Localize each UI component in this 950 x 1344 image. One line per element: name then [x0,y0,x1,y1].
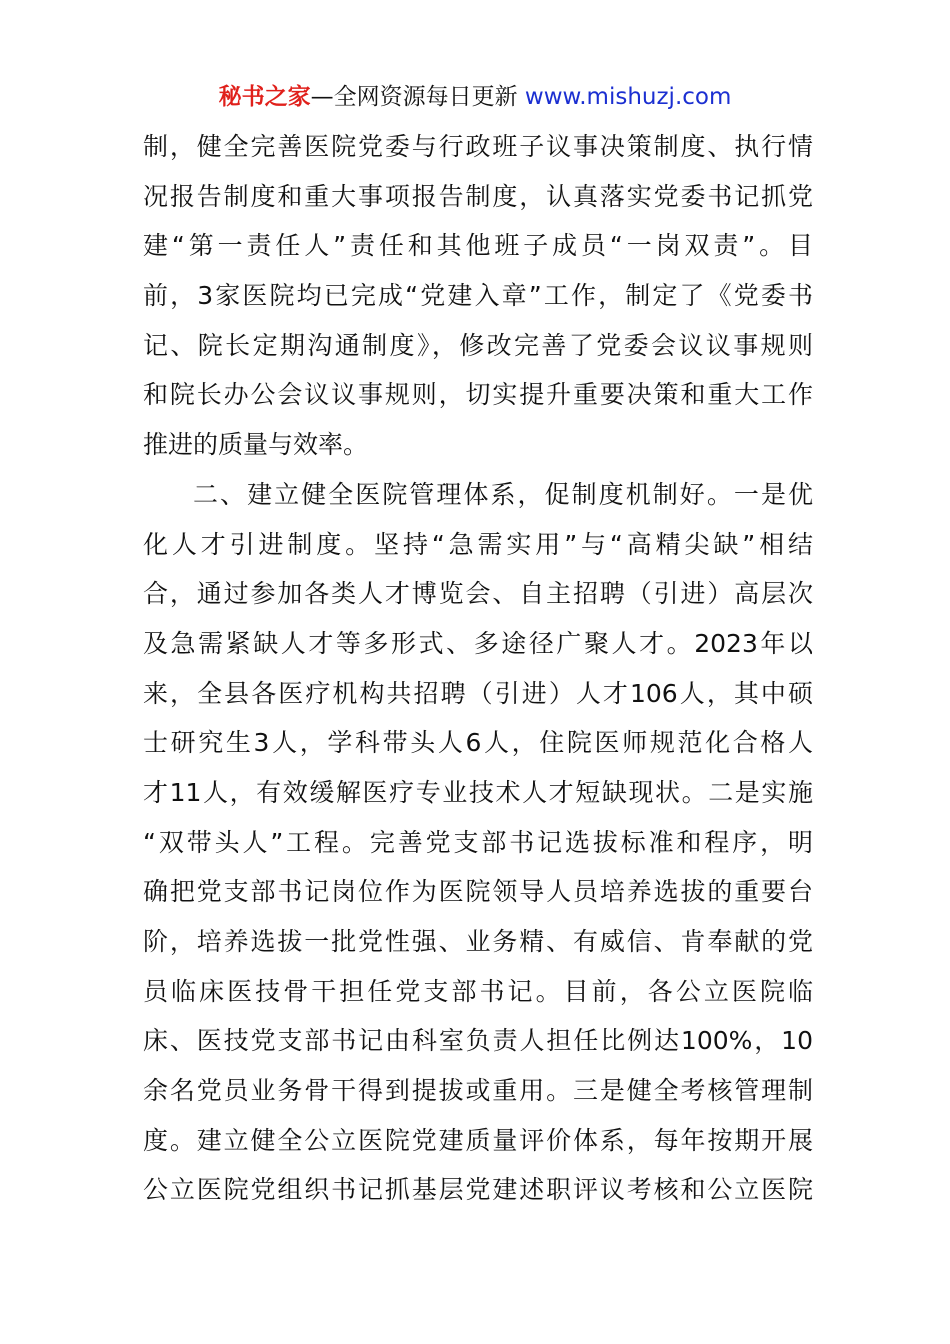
text-line: 况报告制度和重大事项报告制度，认真落实党委书记抓党 [143,181,813,211]
text-line: 才11人，有效缓解医疗专业技术人才短缺现状。二是实施 [143,777,813,807]
text-line: 和院长办公会议议事规则，切实提升重要决策和重大工作 [143,380,813,410]
text-line: 记、院长定期沟通制度》，修改完善了党委会议议事规则 [143,330,813,360]
paragraph-1 [143,122,813,470]
text-line: 建“第一责任人”责任和其他班子成员“一岗双责”。目 [143,231,813,261]
text-line: “双带头人”工程。完善党支部书记选拔标准和程序，明 [143,827,813,857]
text-line: 床、医技党支部书记由科室负责人担任比例达100%，10 [143,1026,813,1056]
text-line: 余名党员业务骨干得到提拔或重用。三是健全考核管理制 [143,1076,813,1106]
header-slogan: —全网资源每日更新 [310,84,525,110]
text-line: 合，通过参加各类人才博览会、自主招聘（引进）高层次 [143,579,813,609]
text-line: 公立医院党组织书记抓基层党建述职评议考核和公立医院 [143,1175,813,1205]
text-line: 士研究生3人，学科带头人6人，住院医师规范化合格人 [143,728,813,758]
paragraph-2 [143,470,813,1215]
text-line: 及急需紧缺人才等多形式、多途径广聚人才。2023年以 [143,628,813,658]
text-line: 二、建立健全医院管理体系，促制度机制好。一是优 [193,479,813,509]
text-line: 来，全县各医疗机构共招聘（引进）人才106人，其中硕 [143,678,813,708]
document-body [143,122,813,1215]
brand-name: 秘书之家 [218,84,311,110]
text-line: 化人才引进制度。坚持“急需实用”与“高精尖缺”相结 [143,529,813,559]
text-line: 阶，培养选拔一批党性强、业务精、有威信、肯奉献的党 [143,927,813,956]
text-line: 员临床医技骨干担任党支部书记。目前，各公立医院临 [143,976,813,1006]
text-line: 推进的质量与效率。 [143,430,369,460]
text-line: 制，健全完善医院党委与行政班子议事决策制度、执行情 [143,132,813,161]
text-line: 度。建立健全公立医院党建质量评价体系，每年按期开展 [143,1125,813,1155]
text-line: 前，3家医院均已完成“党建入章”工作，制定了《党委书 [143,281,813,311]
site-url-link[interactable]: www.mishuzj.com [524,84,732,110]
text-line: 确把党支部书记岗位作为医院领导人员培养选拔的重要台 [143,877,813,907]
site-header [0,80,950,114]
